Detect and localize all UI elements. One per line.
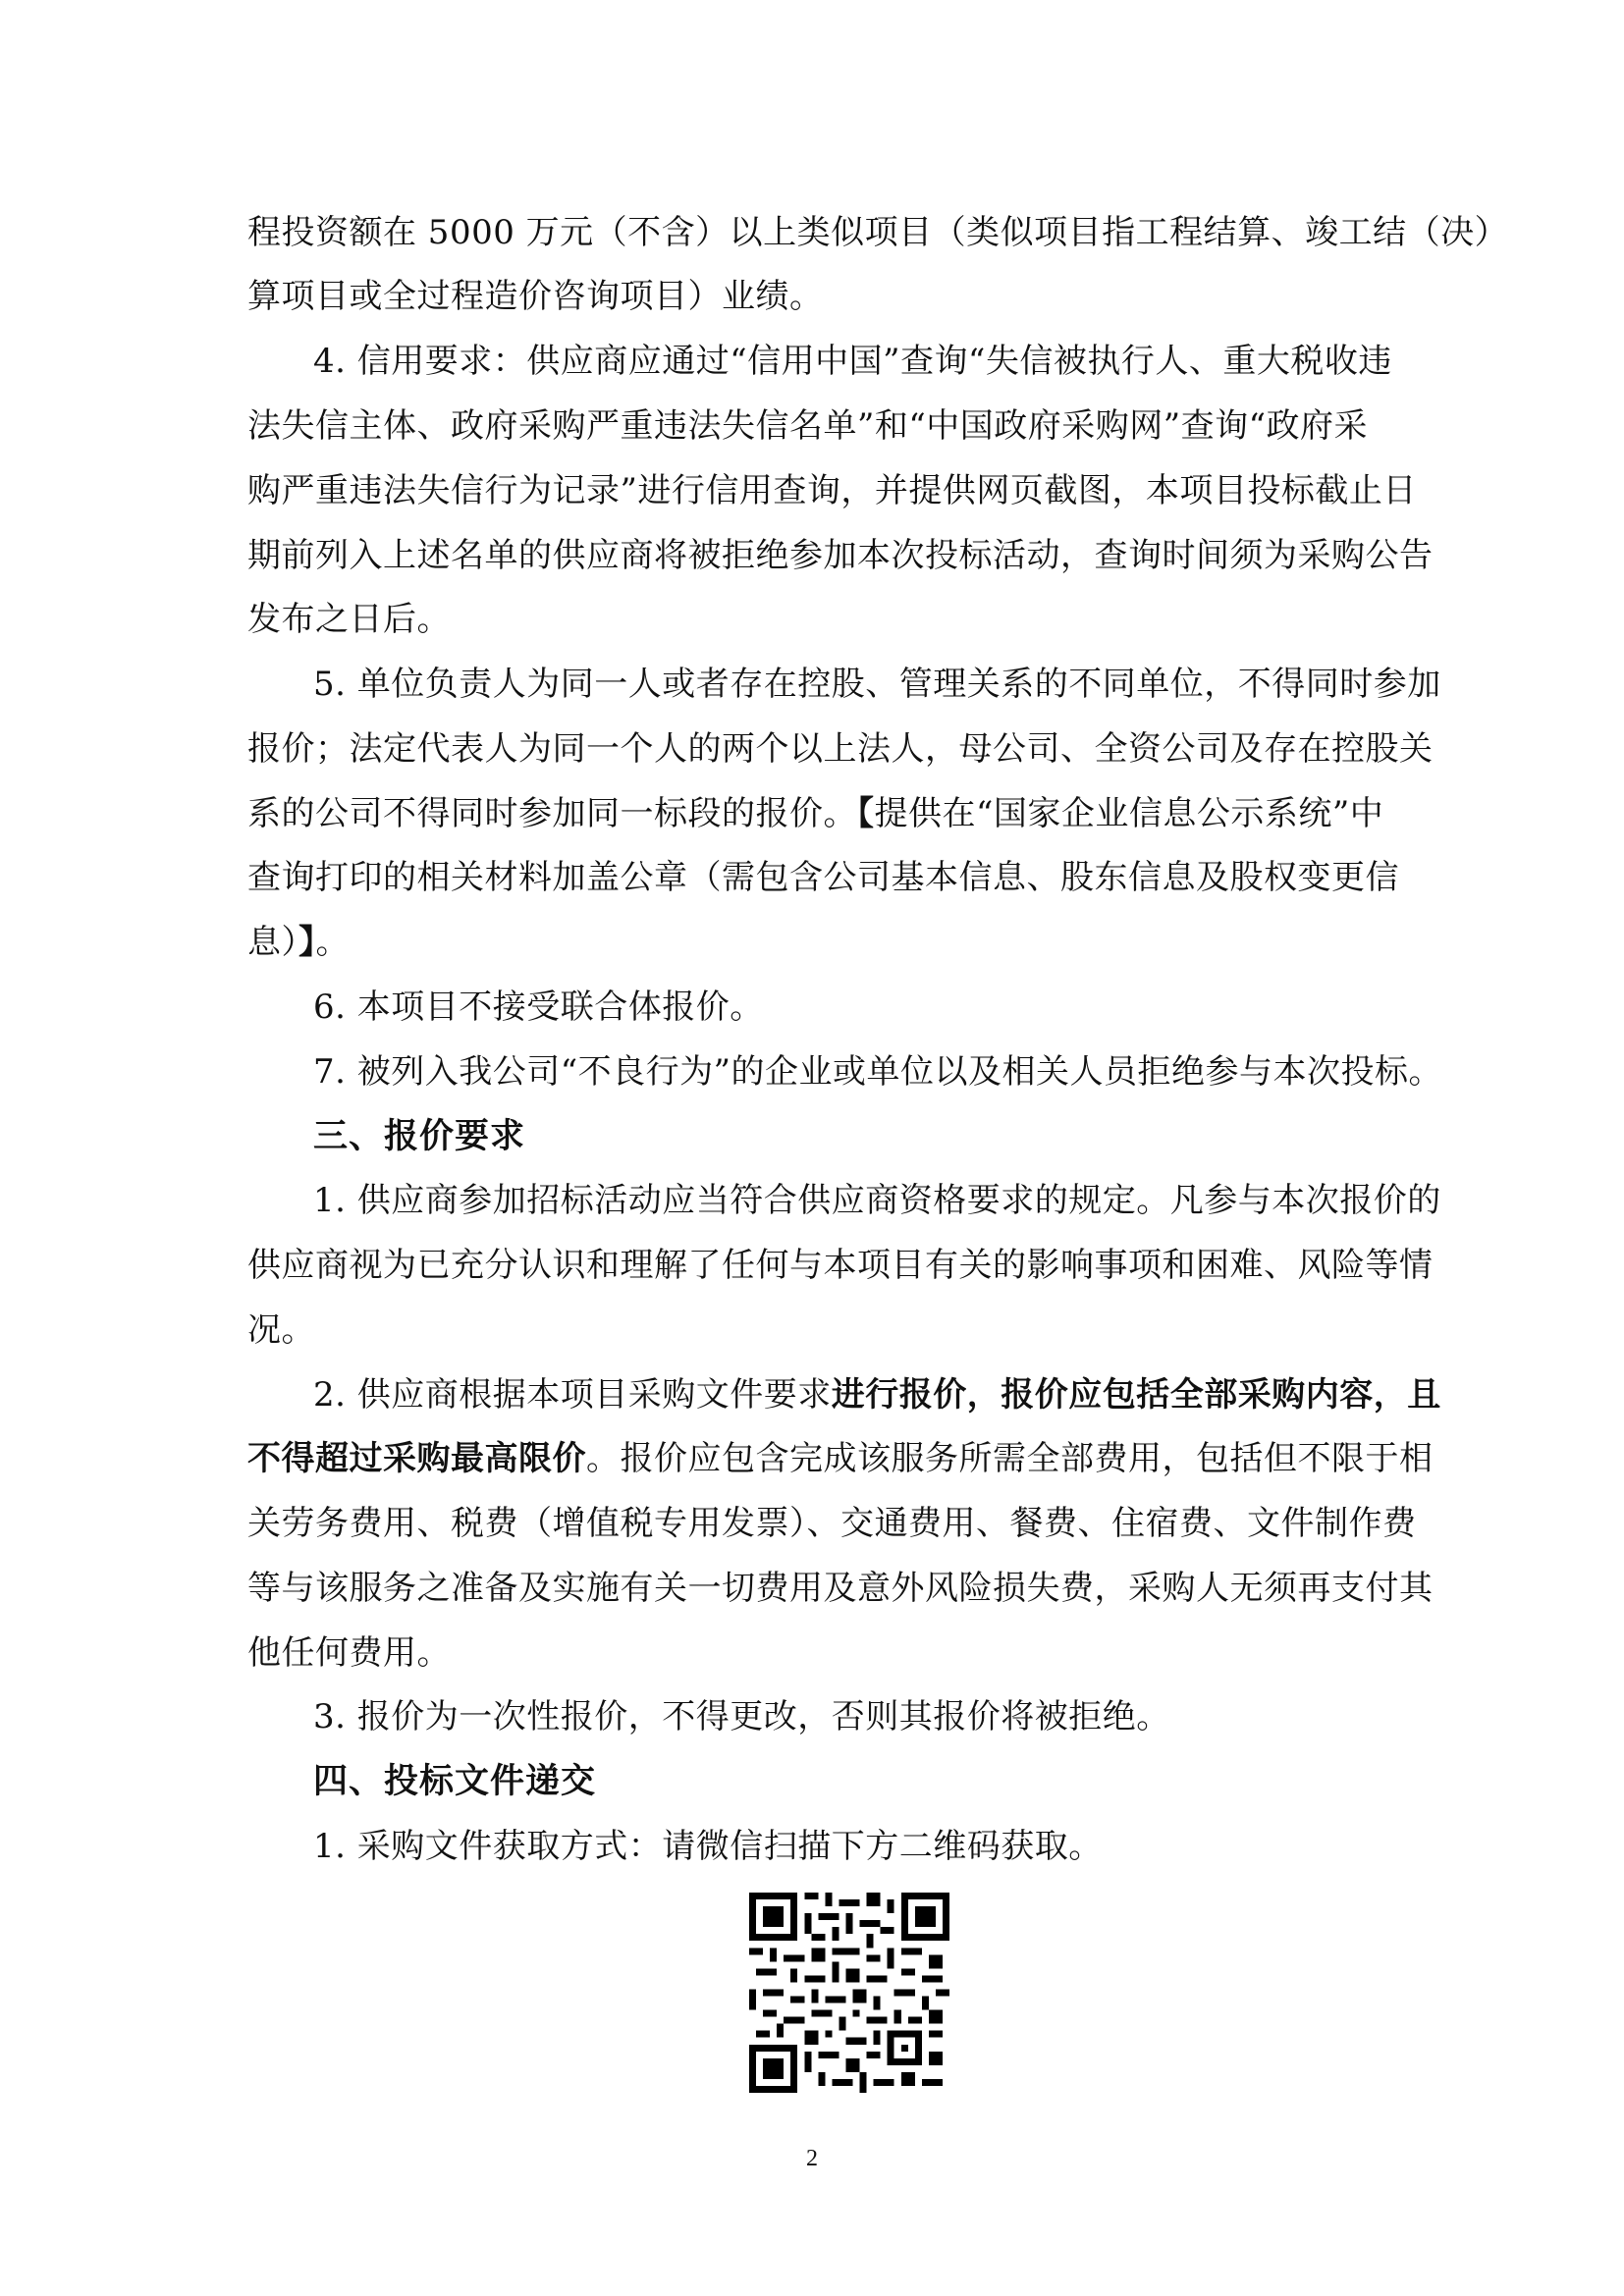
- paragraph-line: [247, 921, 1386, 964]
- paragraph-line: 购严重违法失信行为记录”进行信用查询，并提供网页截图，本项目投标截止日: [247, 471, 1417, 510]
- paragraph-line: 供应商视为已充分认识和理解了任何与本项目有关的影响事项和困难、风险等情: [247, 1246, 1434, 1285]
- paragraph-line: 查询打印的相关材料加盖公章（需包含公司基本信息、股东信息及股权变更信: [247, 858, 1399, 897]
- paragraph-line: [247, 792, 1386, 835]
- paragraph-line: 法失信主体、政府采购严重违法失信名单”和“中国政府采购网”查询“政府采: [247, 406, 1369, 446]
- section-heading: 四、投标文件递交: [313, 1762, 597, 1801]
- paragraph-line: 况。: [247, 1310, 315, 1350]
- paragraph-line: 6. 本项目不接受联合体报价。: [313, 988, 764, 1027]
- paragraph-line: 发布之日后。: [247, 600, 451, 639]
- paragraph-line: 报价；法定代表人为同一个人的两个以上法人，母公司、全资公司及存在控股关: [247, 729, 1434, 769]
- bracket-open: 【: [857, 794, 875, 833]
- text-run: 提供在“国家企业信息公示系统”中: [874, 794, 1384, 833]
- bracket-close: 】: [298, 923, 316, 962]
- paragraph-line: 3. 报价为一次性报价，不得更改，否则其报价将被拒绝。: [313, 1697, 1170, 1736]
- paragraph-line: 他任何费用。: [247, 1633, 451, 1673]
- paragraph-line: 1. 供应商参加招标活动应当符合供应商资格要求的规定。凡参与本次报价的: [313, 1181, 1441, 1220]
- paragraph-line: 程投资额在 5000 万元（不含）以上类似项目（类似项目指工程结算、竣工结（决）: [247, 213, 1509, 252]
- emphasis-text: 不得超过采购最高限价: [247, 1439, 586, 1478]
- paragraph-line: [247, 1437, 1434, 1480]
- page-number: 2: [806, 2146, 818, 2171]
- qr-code-icon[interactable]: [749, 1893, 949, 2093]
- text-run: 系的公司不得同时参加同一标段的报价。: [247, 794, 857, 833]
- paragraph-line: 4. 信用要求：供应商应通过“信用中国”查询“失信被执行人、重大税收违: [313, 342, 1392, 381]
- paragraph-line: 7. 被列入我公司“不良行为”的企业或单位以及相关人员拒绝参与本次投标。: [313, 1052, 1443, 1092]
- paragraph-line: 5. 单位负责人为同一人或者存在控股、管理关系的不同单位，不得同时参加: [313, 665, 1441, 704]
- paragraph-line: 关劳务费用、税费（增值税专用发票）、交通费用、餐费、住宿费、文件制作费: [247, 1504, 1417, 1543]
- paragraph-line: 1. 采购文件获取方式：请微信扫描下方二维码获取。: [313, 1827, 1103, 1866]
- paragraph-line: 期前列入上述名单的供应商将被拒绝参加本次投标活动，查询时间须为采购公告: [247, 536, 1434, 575]
- text-run: 。: [315, 923, 350, 962]
- emphasis-text: 进行报价，报价应包括全部采购内容，且: [831, 1375, 1441, 1415]
- text-run: 息）: [247, 923, 298, 962]
- paragraph-line: 算项目或全过程造价咨询项目）业绩。: [247, 277, 824, 316]
- section-heading: 三、报价要求: [313, 1117, 526, 1156]
- paragraph-line: [313, 1373, 1441, 1416]
- text-run: 2. 供应商根据本项目采购文件要求: [313, 1375, 832, 1415]
- text-run: 。报价应包含完成该服务所需全部费用，包括但不限于相: [586, 1439, 1434, 1478]
- paragraph-line: 等与该服务之准备及实施有关一切费用及意外风险损失费，采购人无须再支付其: [247, 1569, 1434, 1608]
